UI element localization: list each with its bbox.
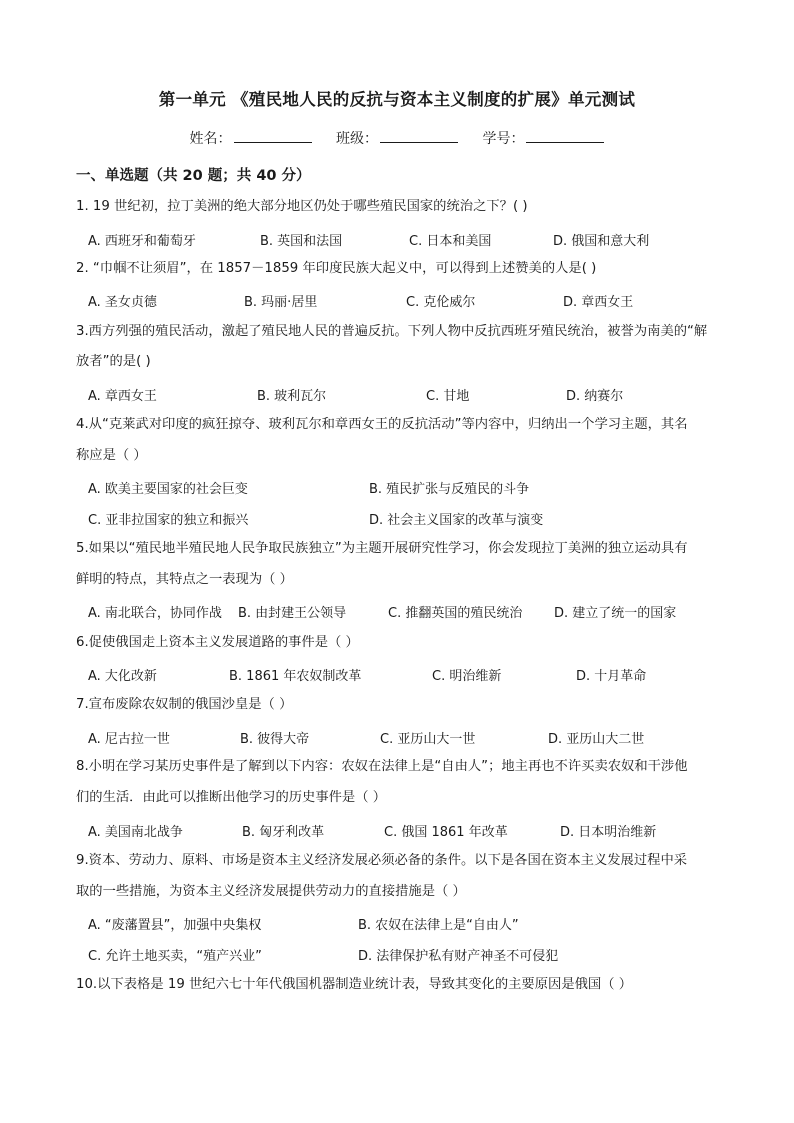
name-label: 姓名：: [189, 131, 232, 147]
question-2-option-a: A. 圣女贞德: [88, 295, 157, 310]
question-4-option-d: D. 社会主义国家的改革与演变: [369, 513, 544, 528]
student-id-field: [482, 128, 604, 148]
question-4-option-a: A. 欧美主要国家的社会巨变: [88, 482, 248, 497]
question-6-option-a: A. 大化改新: [88, 669, 157, 684]
question-6: 6.促使俄国走上资本主义发展道路的事件是（ ）: [76, 635, 359, 650]
question-1-option-b: B. 英国和法国: [260, 234, 343, 249]
student-id-label: 学号：: [482, 131, 525, 147]
question-3-option-d: D. 纳赛尔: [566, 389, 624, 404]
question-1-option-d: D. 俄国和意大利: [553, 234, 650, 249]
question-8-line-2: 们的生活．由此可以推断出他学习的历史事件是（ ）: [76, 790, 387, 805]
question-2-option-c: C. 克伦威尔: [406, 295, 476, 310]
question-2-option-b: B. 玛丽·居里: [244, 295, 318, 310]
question-8-option-c: C. 俄国 1861 年改革: [384, 825, 508, 840]
question-3-line-2: 放者”的是( ): [76, 354, 151, 369]
question-10: 10.以下表格是 19 世纪六七十年代俄国机器制造业统计表，导致其变化的主要原因是俄国（ ）: [76, 977, 633, 992]
question-8-option-d: D. 日本明治维新: [560, 825, 657, 840]
student-id-blank: [526, 128, 604, 143]
question-1: 1. 19 世纪初，拉丁美洲的绝大部分地区仍处于哪些殖民国家的统治之下？( ): [76, 199, 528, 214]
question-3-option-a: A. 章西女王: [88, 389, 157, 404]
page-title: 第一单元 《殖民地人民的反抗与资本主义制度的扩展》单元测试: [158, 90, 636, 109]
question-9-option-d: D. 法律保护私有财产神圣不可侵犯: [358, 949, 559, 964]
question-4-option-c: C. 亚非拉国家的独立和振兴: [88, 513, 249, 528]
question-5-option-b: B. 由封建王公领导: [238, 606, 347, 621]
question-9-option-a: A. “废藩置县”，加强中央集权: [88, 918, 262, 933]
question-4-line-1: 4.从“克莱武对印度的疯狂掠夺、玻利瓦尔和章西女王的反抗活动”等内容中，归纳出一个学习主题，其名: [76, 417, 688, 432]
question-9-option-c: C. 允许土地买卖，“殖产兴业”: [88, 949, 262, 964]
name-blank: [234, 128, 312, 143]
question-1-option-c: C. 日本和美国: [409, 234, 492, 249]
question-9-option-b: B. 农奴在法律上是“自由人”: [358, 918, 519, 933]
question-5-line-1: 5.如果以“殖民地半殖民地人民争取民族独立”为主题开展研究性学习，你会发现拉丁美洲的独立运动具有: [76, 541, 688, 556]
question-6-option-d: D. 十月革命: [576, 669, 647, 684]
question-7: 7.宣布废除农奴制的俄国沙皇是（ ）: [76, 697, 293, 712]
question-7-option-b: B. 彼得大帝: [240, 732, 310, 747]
question-4-option-b: B. 殖民扩张与反殖民的斗争: [369, 482, 530, 497]
question-9-line-2: 取的一些措施，为资本主义经济发展提供劳动力的直接措施是（ ）: [76, 884, 466, 899]
question-6-option-b: B. 1861 年农奴制改革: [229, 669, 362, 684]
question-6-option-c: C. 明治维新: [432, 669, 502, 684]
question-8-line-1: 8.小明在学习某历史事件是了解到以下内容：农奴在法律上是“自由人”；地主再也不许买卖农奴和干涉他: [76, 759, 688, 774]
question-4-line-2: 称应是（ ）: [76, 448, 147, 463]
student-info-row: [0, 128, 794, 148]
section-heading: 一、单选题（共 20 题；共 40 分）: [76, 168, 311, 184]
class-blank: [380, 128, 458, 143]
class-label: 班级：: [336, 131, 378, 147]
question-5-option-c: C. 推翻英国的殖民统治: [388, 606, 523, 621]
question-7-option-a: A. 尼古拉一世: [88, 732, 170, 747]
question-5-line-2: 鲜明的特点，其特点之一表现为（ ）: [76, 572, 293, 587]
question-1-option-a: A. 西班牙和葡萄牙: [88, 234, 196, 249]
question-7-option-c: C. 亚历山大一世: [380, 732, 476, 747]
question-8-option-b: B. 匈牙利改革: [242, 825, 325, 840]
question-9-line-1: 9.资本、劳动力、原料、市场是资本主义经济发展必须必备的条件。以下是各国在资本主义发展过程中采: [76, 853, 688, 868]
name-field: [190, 128, 312, 148]
question-3-option-b: B. 玻利瓦尔: [257, 389, 327, 404]
question-5-option-a: A. 南北联合，协同作战: [88, 606, 222, 621]
question-2: 2. “巾帼不让须眉”，在 1857－1859 年印度民族大起义中，可以得到上述赞美的人是( ): [76, 261, 597, 276]
question-8-option-a: A. 美国南北战争: [88, 825, 183, 840]
question-2-option-d: D. 章西女王: [563, 295, 634, 310]
class-field: [336, 128, 458, 148]
question-3-option-c: C. 甘地: [426, 389, 470, 404]
question-5-option-d: D. 建立了统一的国家: [554, 606, 677, 621]
question-3-line-1: 3.西方列强的殖民活动，激起了殖民地人民的普遍反抗。下列人物中反抗西班牙殖民统治，被誉为南美的“解: [76, 324, 708, 339]
question-7-option-d: D. 亚历山大二世: [548, 732, 645, 747]
